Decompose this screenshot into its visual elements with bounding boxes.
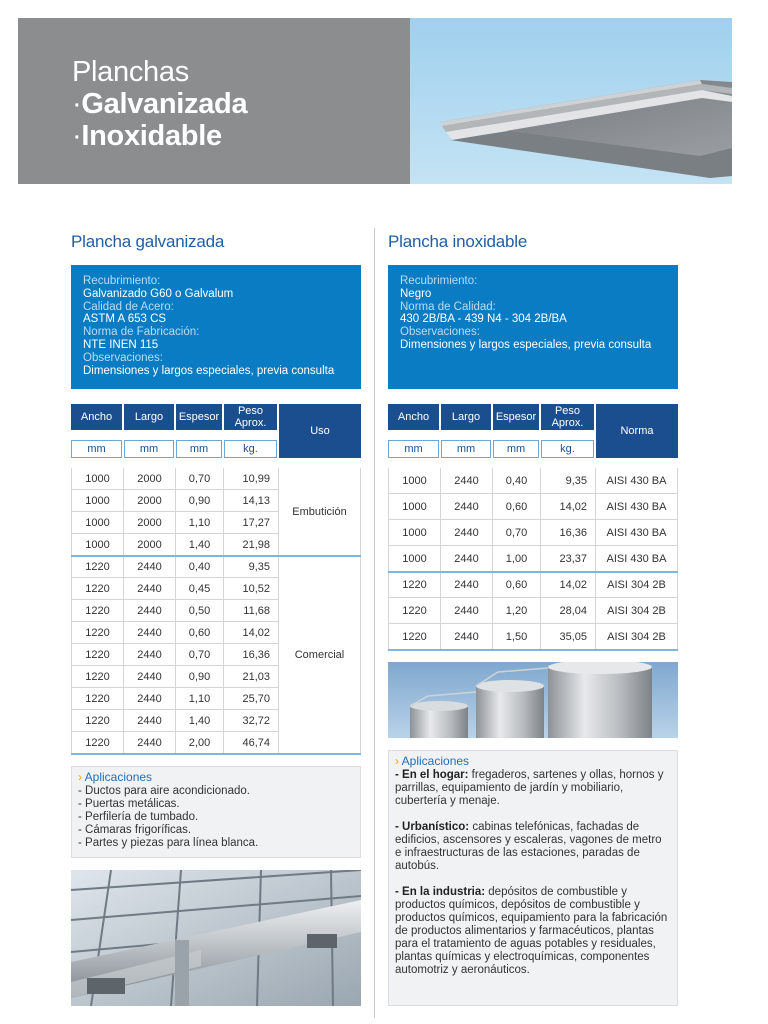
table-cell-espesor: 0,60 (493, 572, 541, 598)
table-cell-espesor: 0,70 (176, 644, 224, 666)
table-cell-peso: 10,52 (224, 578, 279, 600)
table-cell-largo: 2440 (124, 556, 176, 578)
table-cell-largo: 2440 (441, 546, 493, 572)
table-inoxidable (388, 404, 678, 654)
table-cell-ancho: 1220 (71, 556, 124, 578)
list-item: - Partes y piezas para línea blanca. (78, 837, 259, 849)
section-title-inoxidable: Plancha inoxidable (388, 232, 528, 251)
spec-value: Negro (400, 287, 432, 300)
col-header-largo: Largo (124, 404, 174, 430)
spec-label: Calidad de Acero: (83, 300, 174, 313)
table-cell-peso: 9,35 (224, 556, 279, 578)
uso-embuticion: Embutición (279, 468, 361, 556)
application-paragraph-hogar (395, 769, 671, 808)
table-cell-espesor: 0,50 (176, 600, 224, 622)
spec-value: Dimensiones y largos especiales, previa consulta (83, 364, 335, 377)
air-ducts-illustration (71, 870, 361, 1006)
table-cell-espesor: 1,40 (176, 534, 224, 556)
table-cell-peso: 14,02 (541, 494, 596, 520)
spec-box-inoxidable (388, 265, 678, 389)
table-cell-peso: 35,05 (541, 624, 596, 650)
col-header-ancho: Ancho (388, 404, 439, 430)
header-sheets-image (410, 18, 732, 184)
paragraph-label: - Urbanístico: (395, 821, 470, 833)
table-cell-largo: 2000 (124, 490, 176, 512)
table-cell-largo: 2440 (124, 666, 176, 688)
table-bottom-line (71, 753, 361, 755)
col-header-uso: Uso (279, 404, 361, 458)
list-item: - Ductos para aire acondicionado. (78, 785, 250, 797)
table-cell-norma: AISI 430 BA (596, 520, 678, 546)
table-cell-largo: 2440 (124, 644, 176, 666)
paragraph-text: cabinas telefónicas, fachadas de edificios, ascensores y escaleras, vagones de metro e infraestructuras de las estaciones, paradas de autobús. (395, 821, 662, 872)
table-cell-largo: 2440 (124, 622, 176, 644)
spec-label: Observaciones: (83, 351, 163, 364)
table-cell-norma: AISI 304 2B (596, 598, 678, 624)
table-cell-ancho: 1220 (388, 598, 441, 624)
table-cell-ancho: 1220 (388, 572, 441, 598)
air-ducts-image (71, 870, 361, 1006)
paragraph-text: fregaderos, sartenes y ollas, hornos y parrillas, equipamiento de jardín y mobiliario, cubertería y menaje. (395, 769, 664, 807)
unit-largo: mm (124, 440, 174, 458)
steel-sheets-illustration (410, 18, 732, 184)
application-paragraph-urbanistico (395, 821, 671, 873)
table-cell-ancho: 1220 (71, 688, 124, 710)
table-cell-largo: 2000 (124, 468, 176, 490)
unit-espesor: mm (176, 440, 222, 458)
table-cell-espesor: 0,40 (176, 556, 224, 578)
unit-largo: mm (441, 440, 491, 458)
spec-label: Observaciones: (400, 326, 480, 339)
table-cell-peso: 25,70 (224, 688, 279, 710)
header-title-panel (18, 18, 410, 184)
list-item: - Perfilería de tumbado. (78, 811, 199, 823)
col-header-largo: Largo (441, 404, 491, 430)
table-cell-largo: 2440 (441, 572, 493, 598)
title-line-inoxidable (72, 120, 222, 152)
table-cell-largo: 2440 (124, 578, 176, 600)
unit-ancho: mm (388, 440, 439, 458)
title-inoxidable: Inoxidable (81, 120, 222, 152)
title-galvanizada: Galvanizada (81, 88, 248, 120)
steel-tanks-image (388, 662, 678, 738)
table-cell-peso: 10,99 (224, 468, 279, 490)
spec-label: Norma de Calidad: (400, 300, 496, 313)
chevron-right-icon: › (395, 754, 399, 768)
table-cell-ancho: 1220 (71, 710, 124, 732)
table-cell-ancho: 1220 (71, 666, 124, 688)
group-separator (388, 571, 678, 573)
title-bullet: · (72, 120, 82, 152)
title-line-planchas: Planchas (72, 56, 189, 88)
table-cell-ancho: 1220 (71, 578, 124, 600)
column-divider (374, 228, 375, 1018)
title-bullet: · (72, 88, 82, 120)
table-galvanizada (71, 404, 361, 756)
table-cell-peso: 17,27 (224, 512, 279, 534)
unit-espesor: mm (493, 440, 539, 458)
table-cell-norma: AISI 430 BA (596, 546, 678, 572)
table-cell-ancho: 1000 (71, 468, 124, 490)
paragraph-label: - En la industria: (395, 886, 486, 898)
section-title-galvanizada: Plancha galvanizada (71, 232, 225, 251)
table-cell-norma: AISI 304 2B (596, 572, 678, 598)
table-cell-largo: 2440 (124, 710, 176, 732)
table-cell-peso: 14,02 (224, 622, 279, 644)
table-cell-espesor: 1,40 (176, 710, 224, 732)
table-cell-espesor: 0,90 (176, 490, 224, 512)
aplicaciones-galvanizada (71, 766, 361, 858)
table-cell-largo: 2440 (441, 494, 493, 520)
table-row (388, 520, 678, 546)
table-cell-largo: 2440 (441, 520, 493, 546)
spec-value: 430 2B/BA - 439 N4 - 304 2B/BA (400, 313, 567, 326)
table-cell-peso: 32,72 (224, 710, 279, 732)
spec-label: Norma de Fabricación: (83, 326, 200, 339)
col-header-peso: Peso Aprox. (224, 404, 277, 430)
col-header-ancho: Ancho (71, 404, 122, 430)
table-cell-ancho: 1220 (71, 644, 124, 666)
table-cell-espesor: 1,50 (493, 624, 541, 650)
steel-tanks-illustration (388, 662, 678, 738)
table-cell-largo: 2440 (441, 624, 493, 650)
table-cell-peso: 23,37 (541, 546, 596, 572)
spec-value: Galvanizado G60 o Galvalum (83, 287, 234, 300)
unit-peso: kg. (541, 440, 594, 458)
table-cell-ancho: 1000 (71, 512, 124, 534)
table-cell-ancho: 1220 (388, 624, 441, 650)
table-row (388, 468, 678, 494)
table-cell-espesor: 1,20 (493, 598, 541, 624)
table-cell-ancho: 1000 (388, 520, 441, 546)
table-cell-peso: 46,74 (224, 732, 279, 754)
table-cell-peso: 16,36 (224, 644, 279, 666)
table-cell-espesor: 1,10 (176, 688, 224, 710)
spec-value: Dimensiones y largos especiales, previa consulta (400, 338, 652, 351)
table-row (388, 572, 678, 598)
col-header-norma: Norma (596, 404, 678, 458)
aplicaciones-heading (395, 755, 671, 768)
list-item: - Cámaras frigoríficas. (78, 824, 192, 836)
aplicaciones-heading (78, 771, 354, 784)
table-cell-ancho: 1000 (71, 534, 124, 556)
col-header-espesor: Espesor (493, 404, 539, 430)
table-bottom-line (388, 649, 678, 651)
table-cell-espesor: 0,60 (176, 622, 224, 644)
table-cell-ancho: 1000 (388, 546, 441, 572)
spec-label: Recubrimiento: (400, 275, 478, 287)
aplicaciones-inoxidable (388, 750, 678, 1006)
table-cell-ancho: 1000 (388, 468, 441, 494)
table-cell-peso: 16,36 (541, 520, 596, 546)
table-cell-espesor: 0,60 (493, 494, 541, 520)
uso-comercial: Comercial (279, 556, 361, 754)
aplicaciones-title: Aplicaciones (401, 754, 470, 768)
unit-peso: kg. (224, 440, 277, 458)
table-cell-peso: 21,98 (224, 534, 279, 556)
table-cell-espesor: 2,00 (176, 732, 224, 754)
table-row (388, 598, 678, 624)
title-line-galvanizada (72, 88, 247, 120)
table-cell-peso: 9,35 (541, 468, 596, 494)
table-cell-norma: AISI 430 BA (596, 468, 678, 494)
table-cell-ancho: 1220 (71, 732, 124, 754)
table-cell-ancho: 1220 (71, 622, 124, 644)
table-cell-norma: AISI 430 BA (596, 494, 678, 520)
table-cell-largo: 2440 (441, 468, 493, 494)
application-paragraph-industria (395, 886, 671, 977)
table-cell-ancho: 1220 (71, 600, 124, 622)
spec-value: ASTM A 653 CS (83, 313, 167, 326)
spec-value: NTE INEN 115 (83, 338, 159, 351)
table-cell-peso: 14,02 (541, 572, 596, 598)
col-header-peso: Peso Aprox. (541, 404, 594, 430)
table-cell-largo: 2440 (124, 688, 176, 710)
col-header-espesor: Espesor (176, 404, 222, 430)
table-cell-peso: 28,04 (541, 598, 596, 624)
table-cell-peso: 14,13 (224, 490, 279, 512)
unit-ancho: mm (71, 440, 122, 458)
spec-label: Recubrimiento: (83, 275, 161, 287)
table-cell-largo: 2440 (441, 598, 493, 624)
table-cell-espesor: 0,70 (176, 468, 224, 490)
paragraph-label: - En el hogar: (395, 769, 469, 781)
table-cell-espesor: 1,10 (176, 512, 224, 534)
table-cell-largo: 2000 (124, 534, 176, 556)
table-cell-largo: 2440 (124, 600, 176, 622)
group-separator (71, 555, 361, 557)
table-cell-ancho: 1000 (388, 494, 441, 520)
table-cell-espesor: 0,90 (176, 666, 224, 688)
header-banner (18, 18, 732, 184)
table-cell-largo: 2000 (124, 512, 176, 534)
table-row (388, 546, 678, 572)
list-item: - Puertas metálicas. (78, 798, 180, 810)
table-cell-espesor: 0,40 (493, 468, 541, 494)
table-cell-espesor: 0,70 (493, 520, 541, 546)
table-cell-espesor: 0,45 (176, 578, 224, 600)
table-row (388, 624, 678, 650)
table-cell-espesor: 1,00 (493, 546, 541, 572)
table-cell-largo: 2440 (124, 732, 176, 754)
paragraph-text: depósitos de combustible y productos químicos, depósitos de combustible y productos químicos, equipamiento para la fabricación de productos alimentarios y farmacéuticos, plantas para el tratamiento de aguas potables y residuales, plantas químicas y electroquímicas, componentes automotriz y aeronáuticos. (395, 886, 668, 976)
table-row (388, 494, 678, 520)
chevron-right-icon: › (78, 770, 82, 784)
table-cell-peso: 11,68 (224, 600, 279, 622)
table-cell-norma: AISI 304 2B (596, 624, 678, 650)
table-cell-peso: 21,03 (224, 666, 279, 688)
spec-box-galvanizada (71, 265, 361, 389)
aplicaciones-title: Aplicaciones (84, 770, 153, 784)
table-cell-ancho: 1000 (71, 490, 124, 512)
